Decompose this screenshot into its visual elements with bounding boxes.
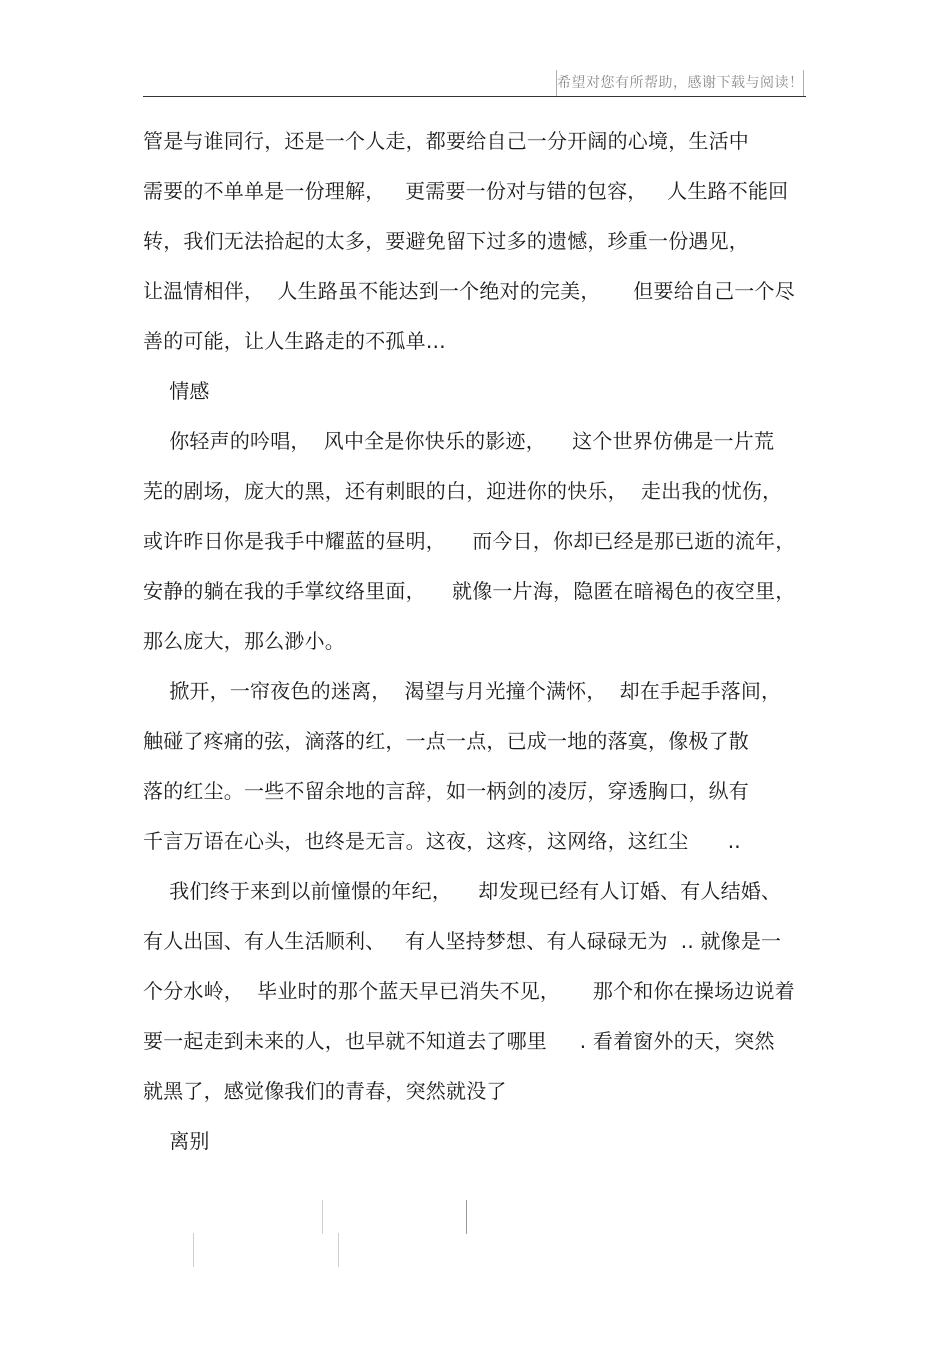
scan-fragment xyxy=(338,1233,339,1267)
document-body xyxy=(143,116,813,1166)
header-tagline: 希望对您有所帮助，感谢下载与阅读！ xyxy=(556,70,804,96)
scan-fragment xyxy=(193,1233,194,1267)
scan-fragment xyxy=(322,1200,323,1234)
text-line: 那么庞大，那么渺小。 xyxy=(143,629,345,653)
text-line: 需要的不单单是一份理解， 更需要一份对与错的包容， 人生路不能回 xyxy=(143,179,789,203)
text-line: 千言万语在心头，也终是无言。这夜，这疼，这网络，这红尘 .. xyxy=(143,829,741,853)
text-line: 管是与谁同行，还是一个人走，都要给自己一分开阔的心境，生活中 xyxy=(143,129,749,153)
header-rule xyxy=(143,96,806,97)
text-line: 你轻声的吟唱， 风中全是你快乐的影迹， 这个世界仿佛是一片荒 xyxy=(143,429,775,453)
text-line: 就黑了，感觉像我们的青春，突然就没了 xyxy=(143,1079,507,1103)
text-line: 掀开，一帘夜色的迷离， 渴望与月光撞个满怀， 却在手起手落间， xyxy=(143,679,782,703)
text-line: 或许昨日你是我手中耀蓝的昼明， 而今日，你却已经是那已逝的流年， xyxy=(143,529,796,553)
text-line: 触碰了疼痛的弦，滴落的红，一点一点，已成一地的落寞，像极了散 xyxy=(143,729,749,753)
text-line: 要一起走到未来的人，也早就不知道去了哪里 . 看着窗外的天，突然 xyxy=(143,1029,775,1053)
section-heading: 离别 xyxy=(143,1129,210,1153)
text-line: 安静的躺在我的手掌纹络里面， 就像一片海，隐匿在暗褐色的夜空里， xyxy=(143,579,796,603)
text-line: 我们终于来到以前憧憬的年纪， 却发现已经有人订婚、有人结婚、 xyxy=(143,879,782,903)
text-line: 落的红尘。一些不留余地的言辞，如一柄剑的凌厉，穿透胸口，纵有 xyxy=(143,779,749,803)
text-line: 转，我们无法拾起的太多，要避免留下过多的遗憾，珍重一份遇见， xyxy=(143,229,749,253)
text-line: 让温情相伴， 人生路虽不能达到一个绝对的完美， 但要给自己一个尽 xyxy=(143,279,795,303)
text-line: 个分水岭， 毕业时的那个蓝天早已消失不见， 那个和你在操场边说着 xyxy=(143,979,795,1003)
section-heading: 情感 xyxy=(143,379,210,403)
scan-fragment xyxy=(466,1200,467,1234)
text-line: 有人出国、有人生活顺利、 有人坚持梦想、有人碌碌无为 .. 就像是一 xyxy=(143,929,782,953)
text-line: 善的可能，让人生路走的不孤单… xyxy=(143,329,446,353)
text-line: 芜的剧场，庞大的黑，还有刺眼的白，迎进你的快乐， 走出我的忧伤， xyxy=(143,479,783,503)
